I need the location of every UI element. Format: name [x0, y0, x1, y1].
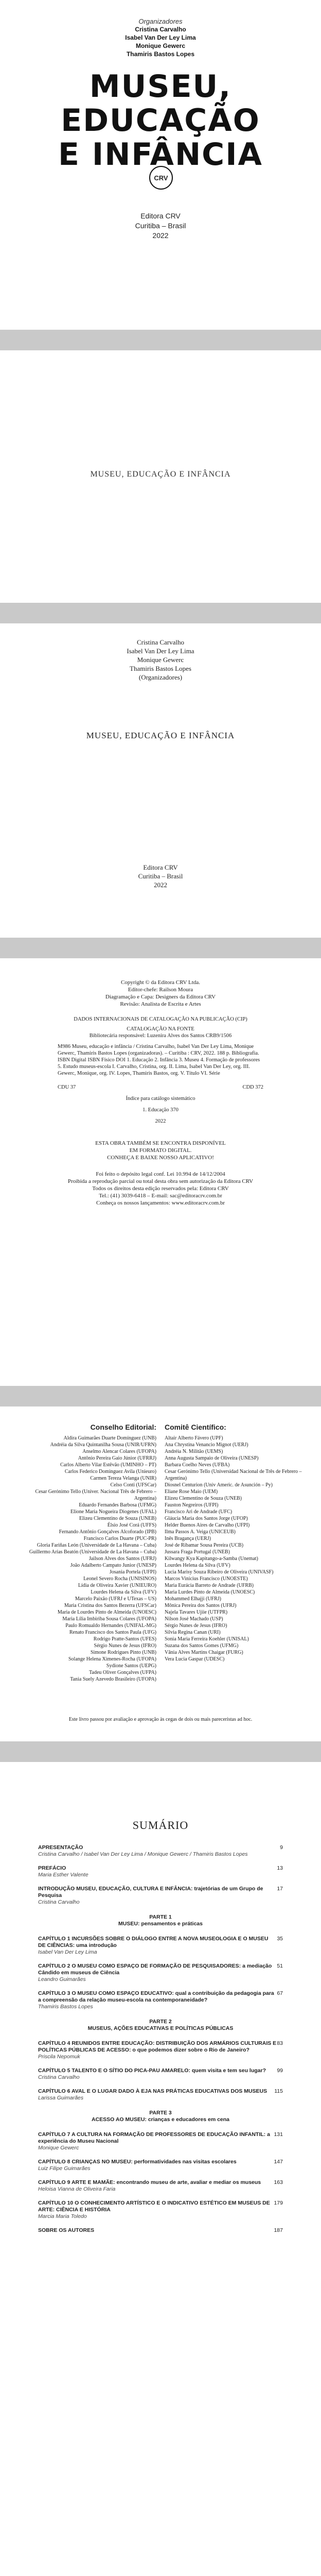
toc-entry-title: SOBRE OS AUTORES — [38, 2227, 95, 2233]
organizers-label: Organizadores — [138, 18, 183, 25]
council-member: Vânia Alves Martins Chaigar (FURG) — [165, 1650, 243, 1655]
council-member: Gloria Fariñas León (Universidade de La Havana – Cuba) — [37, 1543, 156, 1548]
toc-entry-authors: Thamiris Bastos Lopes — [38, 2004, 93, 2010]
council-member: Ana Chrystina Venancio Mignot (UERJ) — [165, 1442, 248, 1448]
legal-line: Conheça os nossos lançamentos: www.editoracrv.com.br — [96, 1200, 225, 1206]
toc-entry-page: 99 — [277, 2067, 283, 2074]
organizer-name: Monique Gewerc — [135, 42, 186, 49]
cdu-code: CDU 37 — [58, 1084, 76, 1090]
digital-notice-line: CONHEÇA E BAIXE NOSSO APLICATIVO! — [107, 1155, 214, 1161]
toc-part-heading — [38, 2019, 283, 2032]
council-member: Elione Maria Nogueira Diogenes (UFAL) — [70, 1509, 156, 1515]
toc-entry[interactable] — [38, 1886, 283, 1906]
copyright-block — [0, 958, 321, 1008]
council-member: Fauston Negreiros (UFPI) — [165, 1502, 219, 1508]
toc-entry-title: INTRODUÇÃO MUSEU, EDUCAÇÃO, CULTURA E INFÂNCIA: trajetórias de um Grupo de Pesquisa — [38, 1886, 263, 1899]
council-member: Sydione Santos (UEPG) — [106, 1663, 156, 1669]
council-member: Carmen Tereza Velanga (UNIR) — [90, 1476, 156, 1481]
part-title: MUSEUS, AÇÕES EDUCATIVAS E POLÍTICAS PÚBLICAS — [87, 2025, 234, 2031]
council-member: Cesar Gerónimo Tello (Universidad Nacional de Três de Febrero – Argentina) — [165, 1469, 302, 1481]
publisher-logo — [149, 166, 173, 190]
toc-entry-page: 163 — [274, 2179, 283, 2185]
digital-notice-line: ESTA OBRA TAMBÉM SE ENCONTRA DISPONÍVEL — [95, 1140, 226, 1146]
council-member: Lídia de Oliveira Xavier (UNIEURO) — [78, 1583, 156, 1588]
toc-entry[interactable] — [38, 2040, 283, 2060]
toc-entry-page: 13 — [277, 1865, 283, 1871]
cip-block — [58, 1016, 263, 1077]
toc-entry-authors: Maria Esther Valente — [38, 1872, 88, 1878]
index-item: 1. Educação 370 — [142, 1107, 179, 1113]
toc-entry-authors: Monique Gewerc — [38, 2145, 79, 2151]
council-member: Sonia Maria Ferreira Koehler (UNISAL) — [165, 1636, 249, 1642]
toc-entry-authors: Cristina Carvalho / Isabel Van Der Ley Lima / Monique Gewerc / Thamiris Bastos Lopes — [38, 1851, 248, 1857]
cover-page — [0, 0, 321, 330]
council-member: Jailson Alves dos Santos (UFRJ) — [88, 1556, 156, 1562]
cip-subtitle: CATALOGAÇÃO NA FONTE — [127, 1026, 194, 1032]
publisher-city: Curitiba – Brasil — [135, 222, 186, 230]
council-member: Gláucia Maria dos Santos Jorge (UFOP) — [165, 1516, 248, 1521]
toc-entry[interactable] — [38, 2227, 283, 2234]
toc-entry-title: CAPÍTULO 9 ARTE E MAMÃE: encontrando museu de arte, avaliar e mediar os museus — [38, 2179, 261, 2185]
toc-entry[interactable] — [38, 2131, 283, 2151]
organizer-name: Monique Gewerc — [137, 656, 184, 664]
council-member: Eduardo Fernandes Barbosa (UFMG) — [79, 1502, 156, 1508]
toc-entry[interactable] — [38, 1936, 283, 1956]
copyright-line: Editor-chefe: Railson Moura — [128, 987, 193, 993]
legal-line: Foi feito o depósito legal conf. Lei 10.994 de 14/12/2004 — [96, 1171, 225, 1177]
council-member: Jussara Fraga Portugal (UNEB) — [165, 1549, 230, 1555]
council-member: Marcos Vinicius Francisco (UNOESTE) — [165, 1576, 248, 1582]
toc-entry-page: 35 — [277, 1936, 283, 1942]
book-title: MUSEU, EDUCAÇÃO E INFÂNCIA — [86, 731, 235, 740]
toc-entry-title: CAPÍTULO 2 O MUSEU COMO ESPAÇO DE FORMAÇÃO DE PESQUISADORES: a mediação Cândido em museus de Ciência — [38, 1963, 272, 1976]
toc-entry-authors: Leandro Guimarães — [38, 1976, 86, 1982]
cover-footer — [0, 211, 321, 241]
toc-entry-title: APRESENTAÇÃO — [38, 1844, 83, 1851]
toc-entry-page: 67 — [277, 1990, 283, 1996]
council-member: Anselmo Alencar Colares (UFOPA) — [82, 1449, 156, 1454]
council-member: Lucia Marisy Souza Ribeiro de Oliveira (UNIVASF) — [165, 1569, 274, 1575]
logo-text: CRV — [154, 174, 168, 182]
toc-entry-authors: Cristina Carvalho — [38, 1899, 80, 1905]
legal-line: Todos os direitos desta edição reservados pela: Editora CRV — [92, 1185, 229, 1192]
cip-librarian: Bibliotecária responsável: Luzenira Alves dos Santos CRB9/1506 — [89, 1033, 232, 1039]
toc-list — [38, 1844, 283, 2241]
council-member: Sérgio Nunes de Jesus (IFRO) — [94, 1643, 156, 1649]
council-member: Elizeu Clementino de Souza (UNEB) — [79, 1516, 156, 1521]
council-member: Maria de Lourdes Pinto de Almeida (UNOESC) — [57, 1609, 156, 1615]
council-member: Simone Rodrigues Pinto (UNB) — [90, 1650, 156, 1655]
organizer-name: Isabel Van Der Ley Lima — [127, 647, 194, 655]
digital-notice-line: EM FORMATO DIGITAL. — [129, 1147, 192, 1154]
council-member: Antônio Pereira Gaio Júnior (UFRRJ) — [78, 1455, 156, 1461]
copyright-page — [0, 958, 321, 1386]
toc-entry-page: 115 — [274, 2088, 283, 2094]
council-member: Celso Conti (UFSCar) — [110, 1482, 156, 1488]
toc-entry-authors: Larissa Guimarães — [38, 2095, 84, 2101]
council-member: Cesar Gerónimo Tello (Univer. Nacional Três de Febrero – Argentina) — [35, 1489, 156, 1501]
index-line: Índice para catálogo sistemático — [126, 1096, 195, 1101]
council-member: Andréia N. Militão (UEMS) — [165, 1449, 223, 1454]
council-heading: Conselho Editorial: — [90, 1423, 156, 1431]
council-member: Barbara Coelho Neves (UFBA) — [165, 1462, 230, 1468]
council-member: Mohammed Elhajji (UFRJ) — [165, 1596, 221, 1602]
publisher-city: Curitiba – Brasil — [138, 872, 183, 880]
toc-entry-line — [38, 2040, 283, 2054]
council-member: Tania Suely Azevedo Brasileiro (UFOPA) — [70, 1676, 156, 1682]
council-member: Ilma Passos A. Veiga (UNICEUB) — [165, 1529, 236, 1535]
council-member: Renato Francisco dos Santos Paula (UFG) — [69, 1630, 156, 1635]
organizer-name: Isabel Van Der Ley Lima — [125, 34, 196, 41]
council-member: Paulo Romualdo Hernandes (UNIFAL-MG) — [65, 1623, 156, 1629]
toc-entry[interactable] — [38, 2200, 283, 2220]
part-title: MUSEU: pensamentos e práticas — [118, 1921, 203, 1927]
cdd-code: CDD 372 — [242, 1084, 263, 1090]
council-member: Suzana dos Santos Gomes (UFMG) — [165, 1643, 239, 1649]
council-member: Andréia da Silva Quintanilha Sousa (UNIR/UFRN) — [50, 1442, 156, 1448]
toc-entry-title: CAPÍTULO 6 AVAL E O LUGAR DADO À EJA NAS PRÁTICAS EDUCATIVAS DOS MUSEUS — [38, 2088, 268, 2094]
legal-notice — [0, 1171, 321, 1207]
organizers-label: (Organizadores) — [138, 673, 183, 681]
council-member: Tadeu Oliver Gonçalves (UFPA) — [89, 1670, 156, 1675]
scientific-committee — [165, 1424, 308, 1683]
council-member: Silvia Regina Canan (URI) — [165, 1630, 221, 1635]
cip-body: M986 Museu, educação e infância / Cristina Carvalho, Isabel Van Der Ley Lima, Monique Gewerc, Thamiris Bastos Lopes (organizadoras). – Curitiba : CRV, 2022. 188 p. Bibliografia. ISBN Digital ISBN Físico DOI 1. Educação 2. Infância 3. Museu 4. Formação de professores 5. Estudo museus-escola I. Carvalho, Cristina, org. II. Lima, Isabel Van Der Ley, org. III. Gewerc, Monique, org. IV. Lopes, Thamiris Bastos, org. V. Título VI. Série — [58, 1044, 260, 1076]
council-member: Anna Augusta Sampaio de Oliveira (UNESP) — [165, 1455, 259, 1461]
title-page-organizers — [0, 623, 321, 682]
peer-review-note: Este livro passou por avaliação e aprovação às cegas de dois ou mais pareceristas ad hoc. — [68, 1717, 253, 1722]
council-member: Lourdes Helena da Silva (UFV) — [91, 1589, 156, 1595]
toc-entry-authors: Heloisa Vianna de Oliveira Faria — [38, 2186, 116, 2192]
toc-entry-page: 179 — [274, 2200, 283, 2206]
toc-entry-page: 17 — [277, 1886, 283, 1892]
toc-entry-page: 51 — [277, 1963, 283, 1969]
toc-entry-line — [38, 2159, 283, 2165]
organizer-name: Thamiris Bastos Lopes — [130, 665, 191, 672]
cover-title-line: MUSEU, — [89, 69, 232, 105]
part-label: PARTE 1 — [149, 1914, 172, 1920]
organizer-name: Cristina Carvalho — [135, 26, 186, 33]
council-member: Vera Lucia Gaspar (UDESC) — [165, 1656, 225, 1662]
toc-entry-authors: Marcia Maria Toledo — [38, 2213, 87, 2219]
legal-line: Proibida a reprodução parcial ou total desta obra sem autorização da Editora CRV — [67, 1178, 254, 1184]
title-page-publisher — [0, 863, 321, 889]
toc-entry-authors: Isabel Van Der Ley Lima — [38, 1949, 97, 1955]
toc-entry[interactable] — [38, 2159, 283, 2172]
council-columns — [0, 1406, 321, 1683]
toc-entry[interactable] — [38, 2067, 283, 2081]
council-member: Sérgio Nunes de Jesus (IFRO) — [165, 1623, 227, 1629]
publication-year: 2022 — [152, 231, 169, 240]
toc-entry-line — [38, 1865, 283, 1872]
organizer-name: Thamiris Bastos Lopes — [126, 50, 195, 58]
copyright-line: Diagramação e Capa: Designers da Editora CRV — [105, 994, 216, 1000]
toc-entry-line — [38, 2179, 283, 2186]
council-member: Lourdes Helena da Silva (UFV) — [165, 1563, 230, 1568]
cip-year: 2022 — [155, 1118, 166, 1124]
toc-entry-line — [38, 1886, 283, 1899]
toc-entry-title: CAPÍTULO 10 O CONHECIMENTO ARTÍSTICO E O INDICATIVO ESTÉTICO EM MUSEUS DE ARTE: CIÊNCIA E HISTÓRIA — [38, 2200, 270, 2213]
toc-entry-page: 187 — [274, 2227, 283, 2233]
council-member: Marcelo Paixão (UFRJ e UTexas – US) — [75, 1596, 156, 1602]
council-member: Rodrigo Pratte-Santos (UFES) — [93, 1636, 156, 1642]
legal-line: Tel.: (41) 3039-6418 – E-mail: sac@editoracrv.com.br — [99, 1193, 222, 1199]
council-member: Diosnel Centurion (Univ Americ. de Asunción – Py) — [165, 1482, 273, 1488]
toc-entry-title: CAPÍTULO 4 REUNIDOS ENTRE EDUCAÇÃO: DISTRIBUIÇÃO DOS ARMÁRIOS CULTURAIS E POLÍTICAS PÚBLICAS DE ACESSO: o que podemos dizer sobre o Rio de Janeiro? — [38, 2040, 277, 2053]
council-member: Najela Tavares Ujiie (UTFPR) — [165, 1609, 228, 1615]
council-member: Helder Buenos Aires de Carvalho (UFPI) — [165, 1522, 250, 1528]
council-member: João Adalberto Campato Junior (UNESP) — [70, 1563, 156, 1568]
council-member: Nilson José Machado (USP) — [165, 1616, 223, 1622]
toc-entry-authors: Luiz Filipe Guimarães — [38, 2165, 91, 2172]
toc-entry-authors: Cristina Carvalho — [38, 2074, 80, 2080]
council-member: Eliane Rose Maio (UEM) — [165, 1489, 218, 1495]
council-member: Josania Portela (UFPI) — [109, 1569, 156, 1575]
council-member: Solange Helena Ximenes-Rocha (UFOPA) — [68, 1656, 156, 1662]
toc-entry-line — [38, 2088, 283, 2095]
half-title-page — [0, 350, 321, 603]
council-member: Francisco Ari de Andrade (UFC) — [165, 1509, 233, 1515]
council-member: Fernando Antônio Gonçalves Alcoforado (IPB) — [59, 1529, 156, 1535]
copyright-line: Copyright © da Editora CRV Ltda. — [121, 979, 200, 986]
toc-entry-page: 131 — [274, 2131, 283, 2138]
toc-entry-authors: Priscila Nepomuk — [38, 2054, 80, 2060]
committee-heading: Comitê Científico: — [165, 1423, 226, 1431]
council-member: Maria Lurdes Pinto de Almeida (UNOESC) — [165, 1589, 255, 1595]
toc-entry[interactable] — [38, 1844, 283, 1858]
part-label: PARTE 3 — [149, 2110, 172, 2116]
toc-entry-line — [38, 2067, 283, 2074]
toc-entry-title: PREFÁCIO — [38, 1865, 66, 1871]
council-member: Maria Lília Imbiriba Sousa Colares (UFOPA) — [62, 1616, 156, 1622]
council-member: Carlos Alberto Vilar Estêvão (UMINHO – PT) — [60, 1462, 156, 1468]
toc-part-heading — [38, 1914, 283, 1927]
editorial-council — [13, 1424, 156, 1683]
council-member: Carlos Federico Dominguez Avila (Unieuro) — [64, 1469, 156, 1475]
half-title: MUSEU, EDUCAÇÃO E INFÂNCIA — [90, 470, 231, 479]
council-member: Leonel Severo Rocha (UNISINOS) — [83, 1576, 156, 1582]
toc-entry-page: 9 — [280, 1844, 283, 1851]
toc-entry-title: CAPÍTULO 8 CRIANÇAS NO MUSEU: performatividades nas visitas escolares — [38, 2159, 237, 2165]
toc-entry-line — [38, 1990, 283, 2004]
toc-entry[interactable] — [38, 1990, 283, 2010]
toc-entry[interactable] — [38, 1963, 283, 1983]
toc-entry-page: 147 — [274, 2159, 283, 2165]
council-member: Mônica Pereira dos Santos (UFRJ) — [165, 1603, 237, 1608]
council-member: José de Ribamar Sousa Pereira (UCB) — [165, 1543, 244, 1548]
cover-title — [0, 70, 321, 172]
toc-heading: SUMÁRIO — [132, 1819, 189, 1832]
toc-entry-line — [38, 2227, 283, 2234]
organizer-name: Cristina Carvalho — [136, 638, 185, 646]
publication-year: 2022 — [154, 881, 167, 889]
toc-entry[interactable] — [38, 2179, 283, 2193]
toc-entry[interactable] — [38, 2088, 283, 2102]
toc-entry-line — [38, 1963, 283, 1976]
publisher-name: Editora CRV — [140, 212, 181, 220]
toc-entry-line — [38, 1936, 283, 1949]
title-page — [0, 623, 321, 938]
toc-entry-line — [38, 2131, 283, 2145]
toc-page — [0, 1762, 321, 2576]
council-member: Elizeu Clementino de Souza (UNEB) — [165, 1496, 242, 1501]
cover-title-line: EDUCAÇÃO — [61, 103, 260, 139]
part-title: ACESSO AO MUSEU: crianças e educadores em cena — [91, 2116, 230, 2123]
toc-entry-page: 83 — [277, 2040, 283, 2046]
toc-entry-title: CAPÍTULO 1 INCURSÕES SOBRE O DIÁLOGO ENTRE A NOVA MUSEOLOGIA E O MUSEU DE CIÊNCIAS: uma introdução — [38, 1936, 269, 1948]
council-member: Guillermo Arias Beatón (Universidade de La Havana – Cuba) — [29, 1549, 156, 1555]
copyright-line: Revisão: Analista de Escrita e Artes — [120, 1001, 201, 1007]
toc-entry-line — [38, 2200, 283, 2213]
toc-entry-title: CAPÍTULO 5 TALENTO E O SÍTIO DO PICA-PAU AMARELO: quem visita e tem seu lugar? — [38, 2067, 266, 2074]
digital-notice — [0, 1140, 321, 1161]
classification-row — [58, 1084, 263, 1091]
toc-entry-title: CAPÍTULO 7 A CULTURA NA FORMAÇÃO DE PROFESSORES DE EDUCAÇÃO INFANTIL: a experiência do Museu Nacional — [38, 2131, 270, 2144]
council-member: Kilwangy Kya Kapitango-a-Samba (Unemat) — [165, 1556, 258, 1562]
cover-organizers — [0, 0, 321, 58]
council-member: Élsio José Corá (UFFS) — [107, 1522, 156, 1528]
council-member: Francisco Carlos Duarte (PUC-PR) — [83, 1536, 156, 1541]
toc-entry-line — [38, 1844, 283, 1851]
council-member: Inês Bragança (UERJ) — [165, 1536, 211, 1541]
toc-entry[interactable] — [38, 1865, 283, 1878]
council-member: Maria Eurácia Barreto de Andrade (UFRB) — [165, 1583, 254, 1588]
council-member: Maria Cristina dos Santos Bezerra (UFSCar) — [64, 1603, 156, 1608]
cover-title-line: E INFÂNCIA — [58, 137, 263, 173]
editorial-council-page — [0, 1406, 321, 1741]
cip-title: DADOS INTERNACIONAIS DE CATALOGAÇÃO NA PUBLICAÇÃO (CIP) — [74, 1016, 247, 1022]
council-member: Altair Alberto Fávero (UPF) — [165, 1435, 223, 1441]
council-member: Aldira Guimarães Duarte Domínguez (UNB) — [63, 1435, 156, 1441]
publisher-name: Editora CRV — [143, 863, 178, 871]
part-label: PARTE 2 — [149, 2019, 172, 2025]
toc-part-heading — [38, 2110, 283, 2123]
toc-entry-title: CAPÍTULO 3 O MUSEU COMO ESPAÇO EDUCATIVO: qual a contribuição da pedagogia para a compreensão da relação museu-escola na contemporaneidade? — [38, 1990, 274, 2003]
